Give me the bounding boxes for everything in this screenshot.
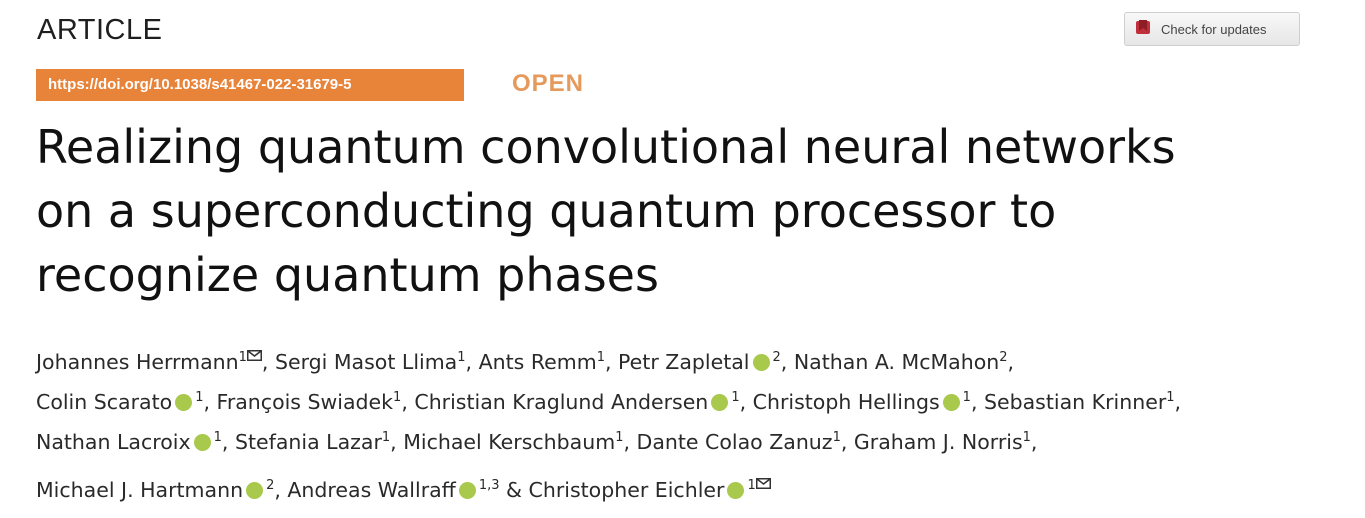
orcid-icon[interactable] xyxy=(175,394,192,411)
author-separator: , xyxy=(605,350,619,374)
author-name[interactable]: Petr Zapletal xyxy=(618,350,750,374)
author-name[interactable]: Christian Kraglund Andersen xyxy=(414,390,709,414)
author-separator: , xyxy=(780,350,794,374)
bookmark-icon xyxy=(1135,19,1151,40)
author xyxy=(618,350,794,374)
author-name[interactable]: Sebastian Krinner xyxy=(983,390,1167,414)
author-separator: , xyxy=(970,390,984,414)
author-name[interactable]: Sergi Masot Llima xyxy=(274,350,458,374)
orcid-icon[interactable] xyxy=(727,482,744,499)
author xyxy=(217,390,415,414)
affiliation-number: 1 xyxy=(457,350,466,365)
orcid-icon[interactable] xyxy=(194,434,211,451)
author-name[interactable]: Colin Scarato xyxy=(36,390,173,414)
check-for-updates-label: Check for updates xyxy=(1161,21,1267,37)
orcid-icon[interactable] xyxy=(753,354,770,371)
author-name[interactable]: Stefania Lazar xyxy=(234,430,382,454)
affiliation-number: 2 xyxy=(266,478,275,493)
author xyxy=(984,390,1181,414)
affiliation-number: 1 xyxy=(747,478,756,493)
author xyxy=(753,390,984,414)
affiliation-number: 2 xyxy=(772,350,781,365)
author xyxy=(794,350,1014,374)
author-separator: , xyxy=(221,430,235,454)
author-separator: , xyxy=(1174,390,1182,414)
author-separator: , xyxy=(840,430,854,454)
author-separator: , xyxy=(1007,350,1015,374)
open-access-badge: OPEN xyxy=(512,70,585,97)
author-name[interactable]: Graham J. Norris xyxy=(853,430,1023,454)
author xyxy=(36,390,217,414)
article-type-label: ARTICLE xyxy=(37,14,163,46)
author-separator: , xyxy=(203,390,217,414)
article-title xyxy=(36,115,1326,307)
check-for-updates-button[interactable] xyxy=(1124,12,1300,46)
orcid-icon[interactable] xyxy=(711,394,728,411)
author xyxy=(36,430,235,454)
author-name[interactable]: Nathan Lacroix xyxy=(36,430,191,454)
author xyxy=(529,478,771,502)
author-name[interactable]: Christopher Eichler xyxy=(528,478,725,502)
author-separator: , xyxy=(401,390,415,414)
author xyxy=(36,478,287,502)
affiliation-number: 1 xyxy=(731,390,740,405)
affiliation-number: 1,3 xyxy=(478,478,500,493)
envelope-icon[interactable] xyxy=(756,462,771,502)
orcid-icon[interactable] xyxy=(943,394,960,411)
affiliation-number: 1 xyxy=(238,350,247,365)
affiliation-number: 1 xyxy=(962,390,971,405)
author-separator: & xyxy=(499,478,529,502)
title-line: on a superconducting quantum processor to xyxy=(36,184,1057,238)
title-line: Realizing quantum convolutional neural networks xyxy=(36,120,1176,174)
author-name[interactable]: Dante Colao Zanuz xyxy=(636,430,833,454)
author xyxy=(36,350,275,374)
author xyxy=(235,430,403,454)
author-separator: , xyxy=(465,350,479,374)
doi-link[interactable]: https://doi.org/10.1038/s41467-022-31679-5 xyxy=(36,69,464,101)
author-separator: , xyxy=(261,350,275,374)
author-name[interactable]: Michael J. Hartmann xyxy=(36,478,244,502)
affiliation-number: 1 xyxy=(1022,430,1031,445)
author xyxy=(414,390,752,414)
author-list xyxy=(36,334,1336,510)
author-separator: , xyxy=(623,430,637,454)
orcid-icon[interactable] xyxy=(246,482,263,499)
author xyxy=(287,478,528,502)
affiliation-number: 1 xyxy=(615,430,624,445)
author-name[interactable]: Ants Remm xyxy=(478,350,597,374)
affiliation-number: 1 xyxy=(195,390,204,405)
author-separator: , xyxy=(1030,430,1038,454)
author xyxy=(479,350,618,374)
affiliation-number: 2 xyxy=(999,350,1008,365)
author xyxy=(403,430,636,454)
author xyxy=(854,430,1038,454)
affiliation-number: 1 xyxy=(596,350,605,365)
title-line: recognize quantum phases xyxy=(36,248,659,302)
author-name[interactable]: Nathan A. McMahon xyxy=(793,350,1000,374)
author-name[interactable]: Johannes Herrmann xyxy=(36,350,239,374)
author-name[interactable]: Andreas Wallraff xyxy=(287,478,456,502)
affiliation-number: 1 xyxy=(393,390,402,405)
affiliation-number: 1 xyxy=(832,430,841,445)
author-name[interactable]: Christoph Hellings xyxy=(752,390,940,414)
envelope-icon[interactable] xyxy=(247,334,262,374)
author-name[interactable]: Michael Kerschbaum xyxy=(403,430,616,454)
author-separator: , xyxy=(739,390,753,414)
author-separator: , xyxy=(390,430,404,454)
affiliation-number: 1 xyxy=(381,430,391,445)
author xyxy=(637,430,854,454)
affiliation-number: 1 xyxy=(213,430,222,445)
author-separator: , xyxy=(274,478,288,502)
author-name[interactable]: François Swiadek xyxy=(216,390,394,414)
affiliation-number: 1 xyxy=(1166,390,1175,405)
orcid-icon[interactable] xyxy=(459,482,476,499)
author xyxy=(275,350,479,374)
